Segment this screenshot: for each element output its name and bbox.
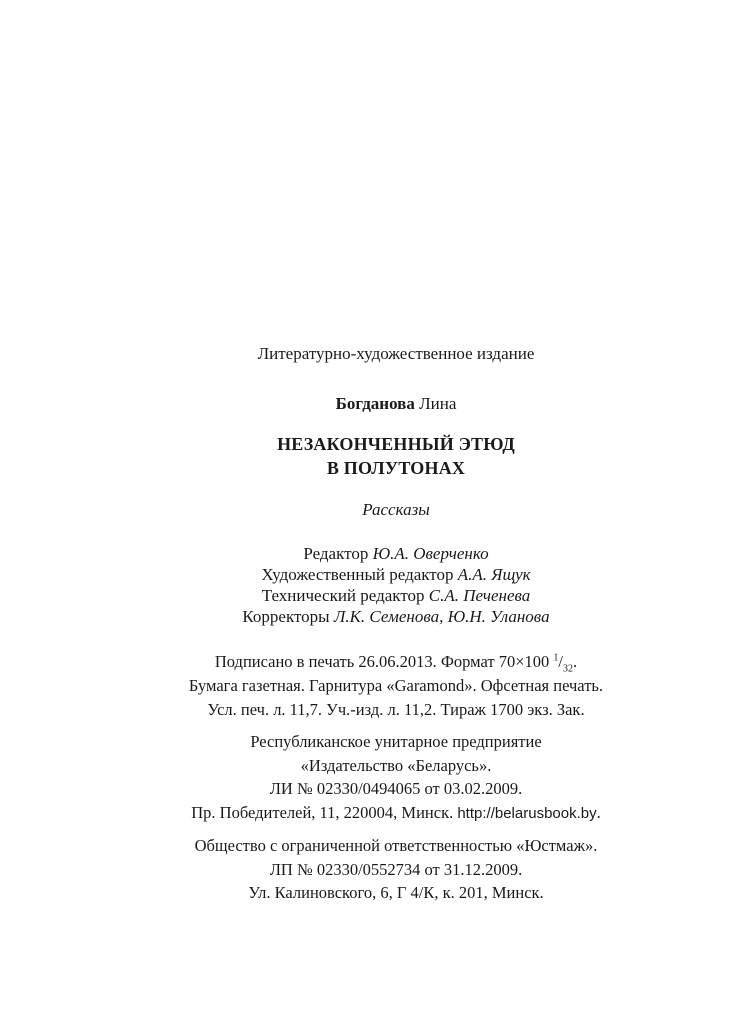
credit-proofreaders xyxy=(0,606,738,627)
print-info-line-2: Бумага газетная. Гарнитура «Garamond». Офсетная печать. xyxy=(188,676,604,695)
printer-address: Ул. Калиновского, 6, Г 4/К, к. 201, Минск. xyxy=(248,883,544,902)
credit-person: Ю.А. Оверченко xyxy=(372,544,489,563)
credit-role: Художественный редактор xyxy=(261,565,454,584)
credits xyxy=(0,543,738,627)
credit-role: Корректоры xyxy=(242,607,330,626)
genre-text: Рассказы xyxy=(362,500,430,519)
credit-art-editor xyxy=(0,564,738,585)
publisher-line-2: «Издательство «Беларусь». xyxy=(300,755,492,775)
printer-info xyxy=(0,834,738,905)
format-denominator: 32 xyxy=(563,663,573,675)
publisher-url[interactable]: http://belarusbook.by xyxy=(457,804,597,822)
print-info-line-3: Усл. печ. л. 11,7. Уч.-изд. л. 11,2. Тираж 1700 экз. Зак. xyxy=(207,700,585,719)
print-info xyxy=(0,650,738,722)
author-line xyxy=(0,392,738,416)
credit-tech-editor xyxy=(0,585,738,606)
edition-type-text: Литературно-художественное издание xyxy=(257,344,535,363)
publisher-address: Пр. Победителей, 11, 220004, Минск. xyxy=(191,802,454,822)
credit-role: Технический редактор xyxy=(261,586,425,605)
publisher-info xyxy=(0,730,738,825)
printer-line-1: Общество с ограниченной ответственностью «Юстмаж». xyxy=(194,836,598,855)
book-title-line-2: В ПОЛУТОНАХ xyxy=(326,458,466,478)
format-numerator: 1 xyxy=(553,652,559,664)
credit-editor xyxy=(0,543,738,564)
print-date-format: Подписано в печать 26.06.2013. Формат 70×100 xyxy=(214,652,550,671)
book-title-line-1: НЕЗАКОНЧЕННЫЙ ЭТЮД xyxy=(277,434,515,454)
publisher-address-line xyxy=(0,801,738,826)
book-title xyxy=(0,432,738,480)
credit-role: Редактор xyxy=(303,544,369,563)
printer-license: ЛП № 02330/0552734 от 31.12.2009. xyxy=(269,859,523,879)
print-info-period: . xyxy=(573,652,578,671)
author-name: Лина xyxy=(419,394,457,413)
publisher-url-period: . xyxy=(596,802,601,822)
genre xyxy=(0,498,738,522)
credit-person: С.А. Печенева xyxy=(428,586,531,605)
print-info-line-1: Подписано в печать 26.06.2013. Формат 70×100 $^1/_{32}$. xyxy=(214,652,578,675)
author-surname: Богданова xyxy=(335,394,415,413)
credit-person: А.А. Ящук xyxy=(457,565,531,584)
edition-type xyxy=(0,342,738,366)
publisher-line-1: Республиканское унитарное предприятие xyxy=(250,732,542,751)
publisher-license: ЛИ № 02330/0494065 от 03.02.2009. xyxy=(269,779,523,798)
credit-person: Л.К. Семенова, Ю.Н. Уланова xyxy=(333,607,550,626)
